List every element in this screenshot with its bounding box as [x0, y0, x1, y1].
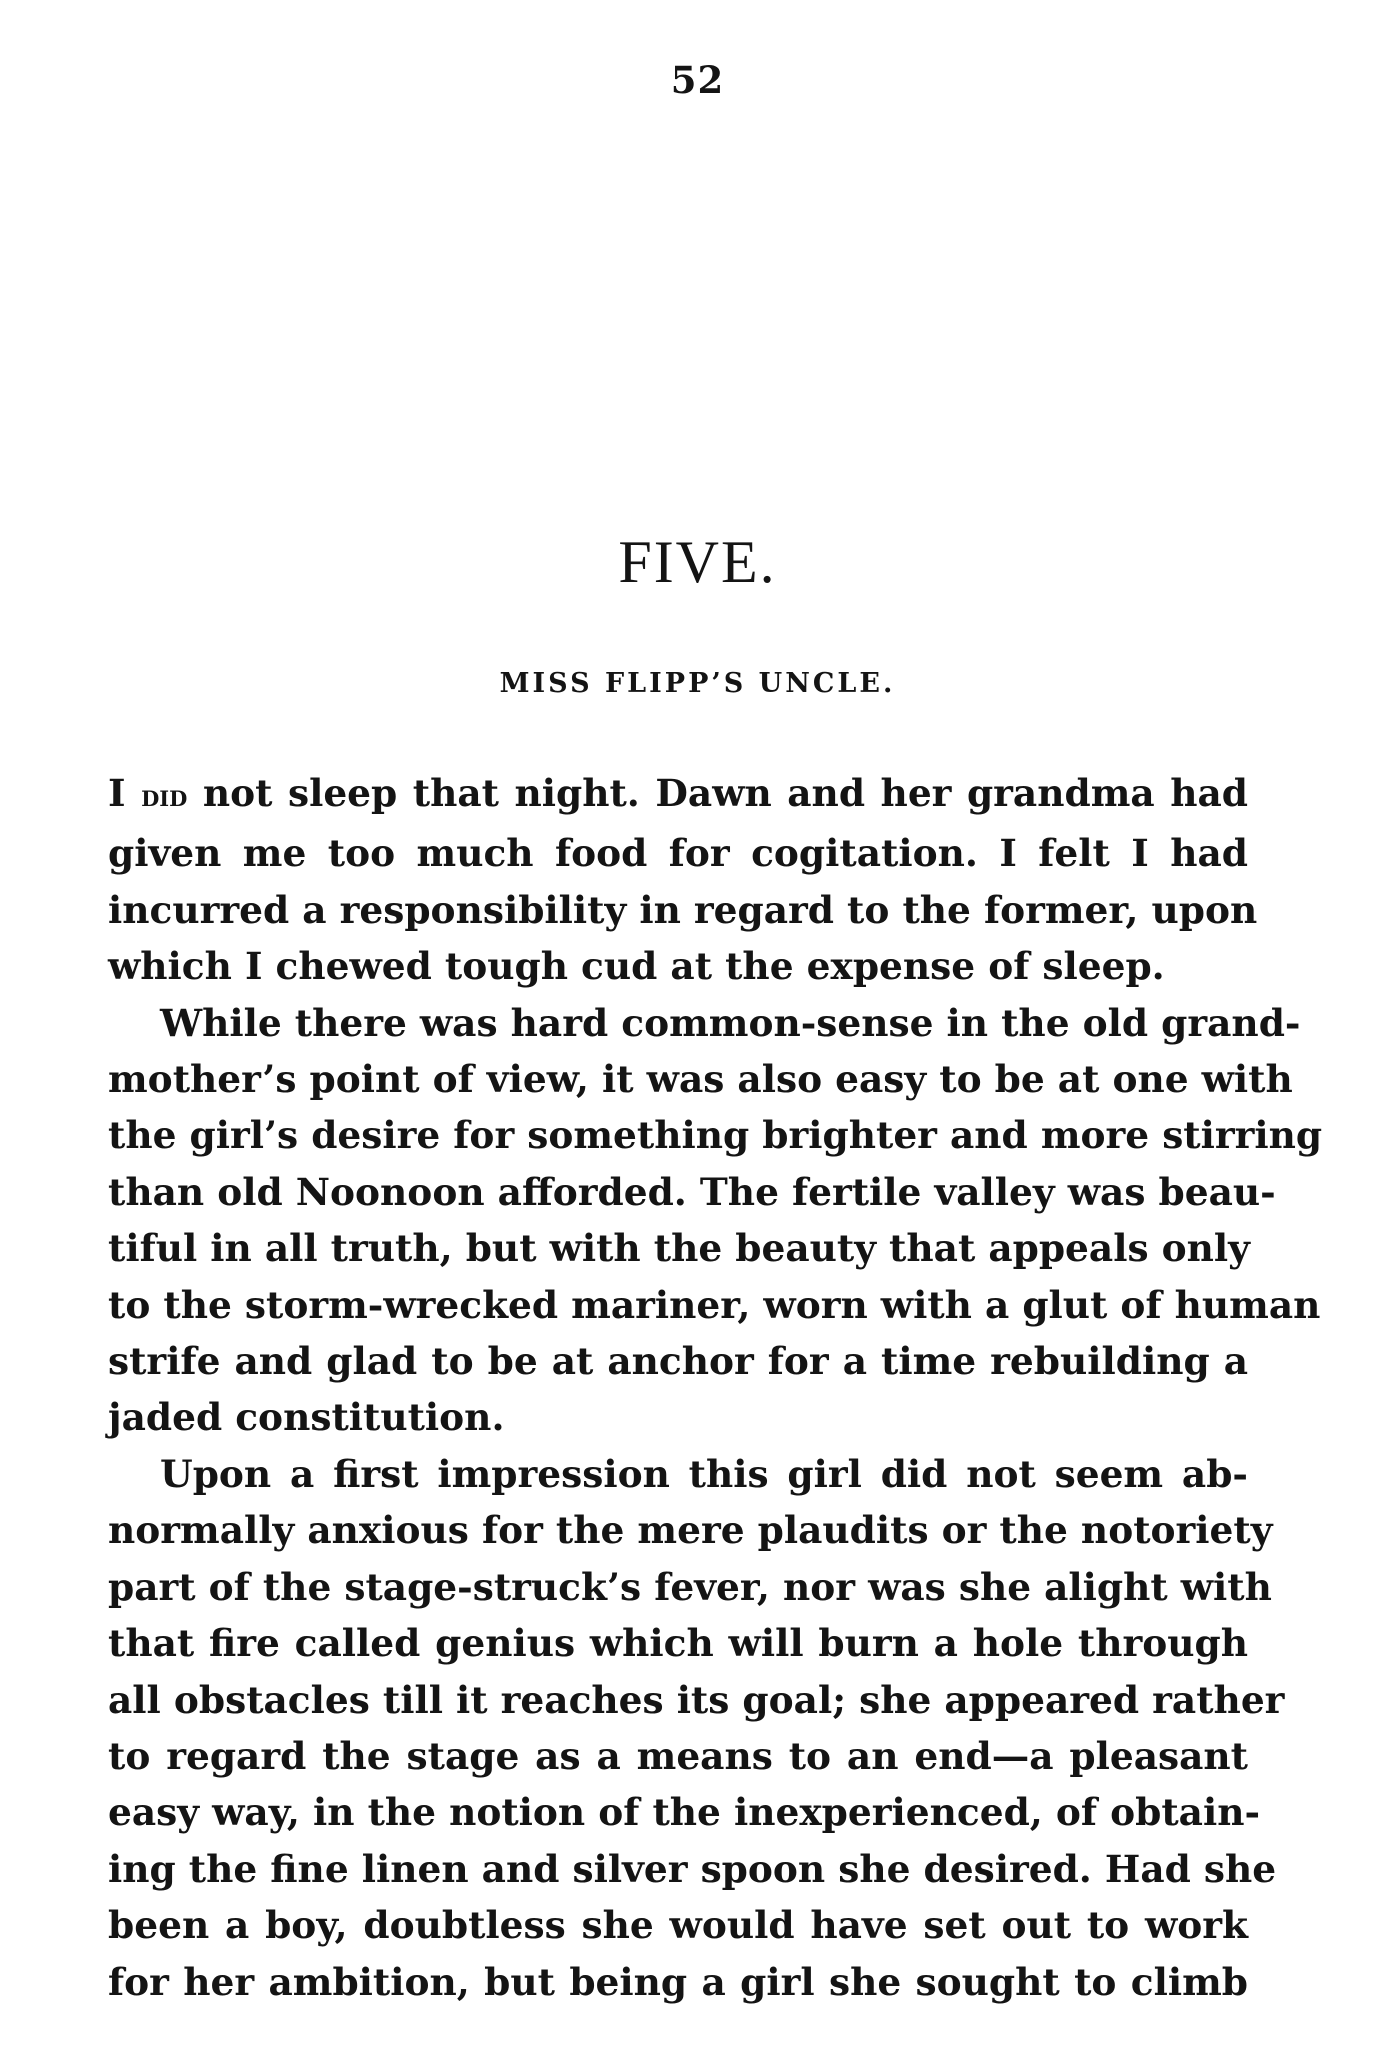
text-line: which I chewed tough cud at the expense of sleep. [108, 944, 1165, 989]
text-line: Upon a first impression this girl did not seem ab- [160, 1451, 1248, 1496]
text-line: tiful in all truth, but with the beauty that appeals only [108, 1226, 1250, 1271]
paragraph [108, 995, 1323, 1446]
smallcaps-lead: did [141, 779, 188, 814]
page-number: 52 [670, 58, 725, 102]
chapter-title: FIVE. [618, 529, 777, 595]
text-line: I did not sleep that night. Dawn and her grandma had [108, 771, 1248, 815]
text-line: been a boy, doubtless she would have set out to work [108, 1903, 1248, 1948]
text-line: all obstacles till it reaches its goal; she appeared rather [108, 1677, 1285, 1722]
paragraph [108, 1446, 1285, 2010]
text-line: normally anxious for the mere plaudits or the notoriety [108, 1508, 1273, 1553]
chapter-subtitle: MISS FLIPP’S UNCLE. [499, 668, 896, 699]
text-line: the girl’s desire for something brighter and more stirring [108, 1113, 1323, 1158]
text-line: While there was hard common-sense in the old grand- [160, 1000, 1301, 1045]
text-line: given me too much food for cogitation. I felt I had [108, 831, 1248, 876]
lead-letter: I [108, 771, 126, 815]
text-line: easy way, in the notion of the inexperienced, of obtain- [108, 1790, 1261, 1835]
paragraph [108, 765, 1258, 995]
text-line: jaded constitution. [108, 1395, 505, 1440]
text-line: to the storm-wrecked mariner, worn with a glut of human [108, 1282, 1321, 1327]
text-line: that fire called genius which will burn a hole through [108, 1621, 1248, 1666]
text-line: part of the stage-struck’s fever, nor was she alight with [108, 1564, 1272, 1609]
text-line: ing the fine linen and silver spoon she desired. Had she [108, 1846, 1277, 1891]
body-text [108, 765, 1323, 2010]
text-line: mother’s point of view, it was also easy to be at one with [108, 1057, 1293, 1102]
text-line: strife and glad to be at anchor for a time rebuilding a [108, 1339, 1248, 1384]
text-line: than old Noonoon afforded. The fertile valley was beau- [108, 1169, 1276, 1214]
text-line: incurred a responsibility in regard to the former, upon [108, 887, 1258, 932]
text-line: to regard the stage as a means to an end—a pleasant [108, 1733, 1248, 1778]
text-line: for her ambition, but being a girl she sought to climb [108, 1959, 1248, 2004]
